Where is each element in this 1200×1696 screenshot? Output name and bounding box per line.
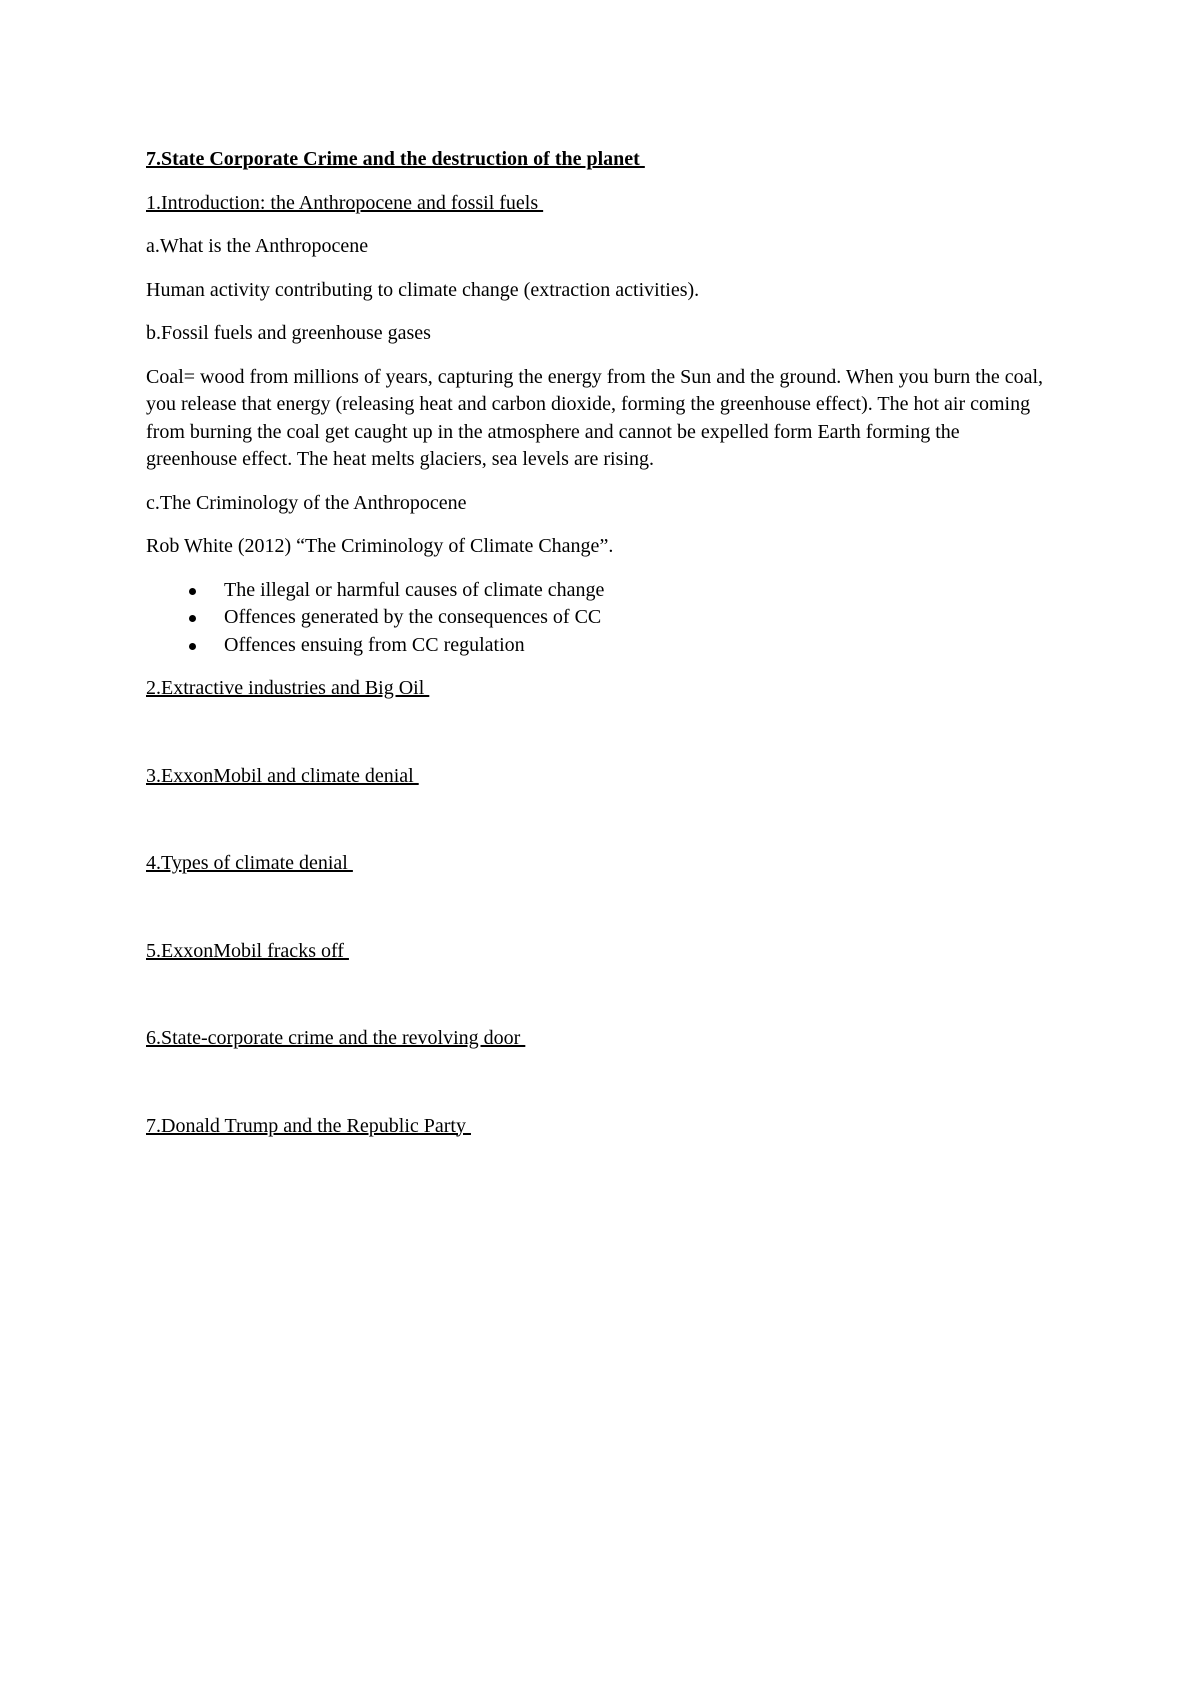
subheading-a: a.What is the Anthropocene [146, 235, 369, 257]
subheading-b: b.Fossil fuels and greenhouse gases [146, 322, 431, 344]
paragraph-c: Rob White (2012) “The Criminology of Climate Change”. [146, 535, 614, 557]
section-heading-7: 7.Donald Trump and the Republic Party [146, 1114, 471, 1137]
spacer [146, 806, 1046, 850]
document-content [146, 146, 1049, 1156]
paragraph-b: Coal= wood from millions of years, capturing the energy from the Sun and the ground. When you burn the coal, you release that energy (releasing heat and carbon dioxide, forming the greenhouse effect). The hot air coming from burning the coal get caught up in the atmosphere and cannot be expelled form Earth forming the greenhouse effect. The heat melts glaciers, sea levels are rising. [146, 365, 1049, 470]
section-heading-1: 1.Introduction: the Anthropocene and fossil fuels [146, 191, 544, 214]
spacer [146, 1069, 1046, 1113]
bullet-icon [189, 615, 196, 622]
section-heading-2: 2.Extractive industries and Big Oil [146, 677, 430, 699]
bullet-text: Offences generated by the consequences of CC [224, 606, 602, 628]
section-heading-3: 3.ExxonMobil and climate denial [146, 764, 419, 787]
section-heading-5: 5.ExxonMobil fracks off [146, 939, 349, 962]
bullet-icon [189, 643, 196, 650]
bullet-text: Offences ensuing from CC regulation [224, 633, 525, 656]
document-title: 7.State Corporate Crime and the destruction of the planet [146, 148, 645, 170]
spacer [146, 894, 1046, 938]
bullet-icon [189, 588, 196, 595]
section-heading-4: 4.Types of climate denial [146, 852, 353, 874]
bullet-text: The illegal or harmful causes of climate change [224, 578, 605, 601]
paragraph-a: Human activity contributing to climate change (extraction activities). [146, 278, 700, 301]
section-heading-6: 6.State-corporate crime and the revolving door [146, 1027, 526, 1049]
subheading-c: c.The Criminology of the Anthropocene [146, 491, 467, 514]
spacer [146, 719, 1046, 763]
bullet-item [146, 632, 1046, 660]
spacer [146, 981, 1046, 1025]
bullet-item [146, 604, 1046, 632]
bullet-item [146, 577, 1046, 605]
bullet-list [146, 577, 1046, 660]
